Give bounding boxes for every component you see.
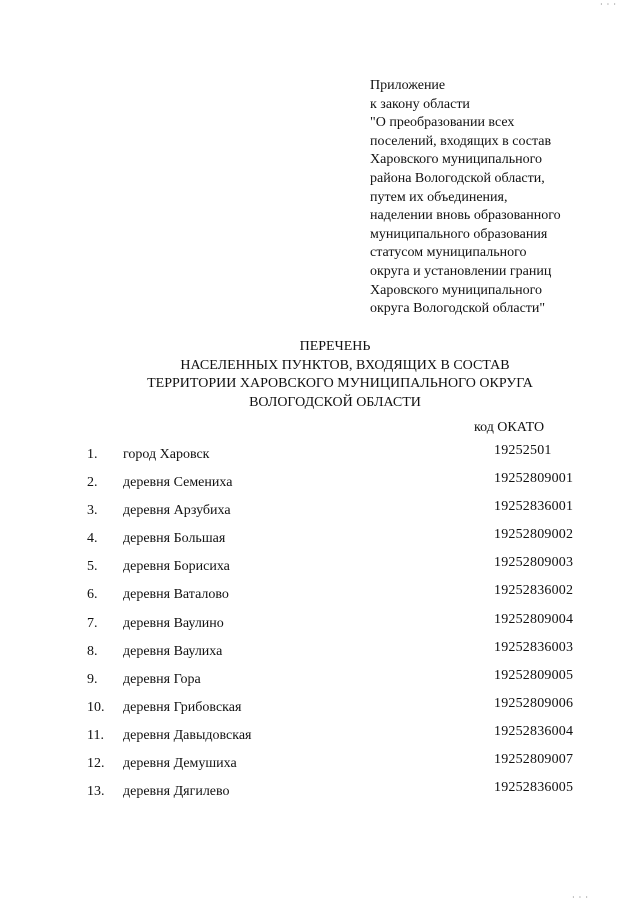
appendix-note <box>370 77 620 319</box>
row-number: 3. <box>87 503 98 519</box>
appendix-line: Харовского муниципального <box>370 152 542 168</box>
row-number: 7. <box>87 615 98 631</box>
okato-code: 19252809003 <box>494 555 574 571</box>
row-number: 1. <box>87 447 98 462</box>
row-number: 8. <box>87 643 98 659</box>
settlement-name: деревня Давыдовская <box>123 727 252 743</box>
row-number: 10. <box>87 699 105 715</box>
row-number: 5. <box>87 559 98 575</box>
title-line: ПЕРЕЧЕНЬ <box>299 339 371 354</box>
title-line: ТЕРРИТОРИИ ХАРОВСКОГО МУНИЦИПАЛЬНОГО ОКРУГА <box>147 376 533 392</box>
okato-code: 19252809002 <box>494 527 574 543</box>
list-item <box>0 668 640 696</box>
row-number: 11. <box>87 727 104 743</box>
appendix-line: Приложение <box>370 78 446 93</box>
settlement-name: деревня Борисиха <box>123 559 230 575</box>
settlements-list <box>0 443 640 808</box>
okato-code: 19252501 <box>494 443 552 458</box>
settlement-name: деревня Грибовская <box>123 699 242 715</box>
settlement-name: деревня Дягилево <box>123 784 230 800</box>
okato-code: 19252836001 <box>494 499 574 515</box>
appendix-line: путем их объединения, <box>370 189 508 205</box>
list-item <box>0 499 640 527</box>
list-item <box>0 583 640 611</box>
list-item <box>0 471 640 499</box>
row-number: 12. <box>87 756 105 772</box>
row-number: 4. <box>87 531 98 547</box>
settlement-name: деревня Семениха <box>123 475 233 491</box>
appendix-line: "О преобразовании всех <box>370 115 515 131</box>
okato-code: 19252836002 <box>494 583 574 599</box>
appendix-line: наделении вновь образованного <box>370 208 561 224</box>
okato-code: 19252809006 <box>494 695 574 711</box>
appendix-line: округа и установлении границ <box>370 263 552 279</box>
okato-code: 19252836005 <box>494 780 574 796</box>
list-item <box>0 752 640 780</box>
settlement-name: город Харовск <box>123 447 210 462</box>
title-line: НАСЕЛЕННЫХ ПУНКТОВ, ВХОДЯЩИХ В СОСТАВ <box>180 357 510 373</box>
appendix-line: Харовского муниципального <box>370 282 542 298</box>
settlement-name: деревня Арзубиха <box>123 503 231 519</box>
settlement-name: деревня Большая <box>123 531 226 547</box>
settlement-name: деревня Гора <box>123 671 201 687</box>
okato-code: 19252809001 <box>494 471 574 487</box>
settlement-name: деревня Ваулино <box>123 615 224 631</box>
row-number: 2. <box>87 475 98 491</box>
list-item <box>0 640 640 668</box>
okato-code: 19252836003 <box>494 639 574 655</box>
appendix-line: к закону области <box>370 96 470 112</box>
row-number: 6. <box>87 587 98 603</box>
scan-mark-top: · · · <box>600 0 617 9</box>
settlement-name: деревня Демушиха <box>123 756 237 772</box>
list-item <box>0 555 640 583</box>
appendix-line: округа Вологодской области" <box>370 301 546 317</box>
appendix-line: поселений, входящих в состав <box>370 133 552 149</box>
okato-code: 19252809004 <box>494 611 574 627</box>
appendix-line: статусом муниципального <box>370 245 527 261</box>
settlement-name: деревня Ваулиха <box>123 643 223 659</box>
appendix-line: муниципального образования <box>370 226 548 242</box>
list-item <box>0 696 640 724</box>
list-item <box>0 527 640 555</box>
okato-column-header: код ОКАТО <box>474 420 545 435</box>
list-item <box>0 612 640 640</box>
okato-code: 19252809007 <box>494 752 574 768</box>
settlement-name: деревня Ваталово <box>123 587 229 603</box>
row-number: 13. <box>87 784 105 800</box>
document-title <box>0 338 640 412</box>
scan-mark-bottom: · · · <box>572 893 589 902</box>
list-item <box>0 443 640 471</box>
okato-code: 19252836004 <box>494 723 574 739</box>
okato-code: 19252809005 <box>494 667 574 683</box>
list-item <box>0 724 640 752</box>
list-item <box>0 780 640 808</box>
title-line: ВОЛОГОДСКОЙ ОБЛАСТИ <box>249 394 421 410</box>
row-number: 9. <box>87 671 98 687</box>
appendix-line: района Вологодской области, <box>370 170 545 186</box>
